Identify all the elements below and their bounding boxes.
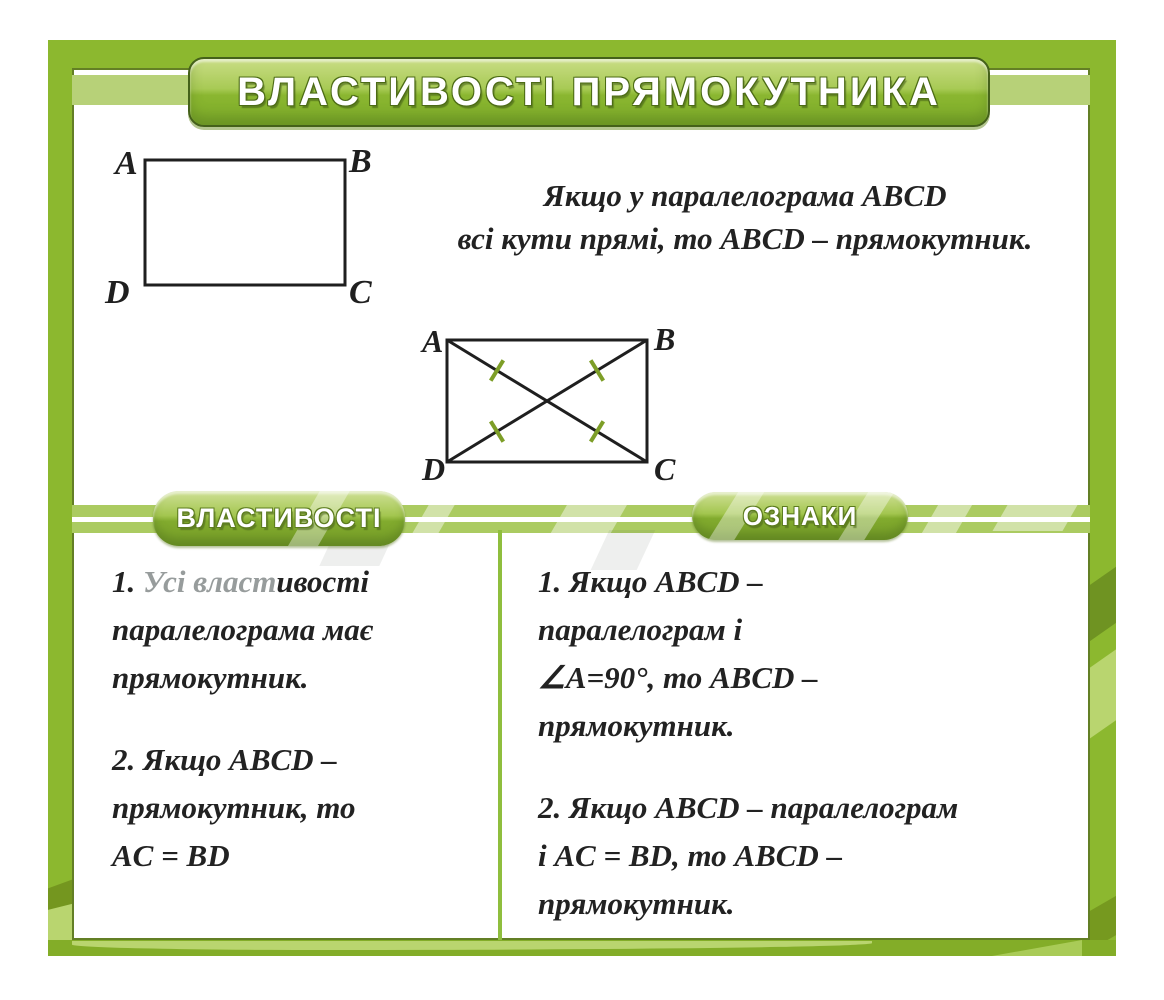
vertex-label-d: D [105, 274, 130, 308]
vertex-label-d: D [422, 451, 446, 487]
tick-mark [491, 360, 504, 380]
properties-item-1 [112, 558, 507, 702]
text-line: прямокутник. [112, 660, 309, 695]
title-banner [188, 57, 990, 127]
criteria-item-1 [538, 558, 1083, 750]
text-line: прямокутник, то [112, 790, 356, 825]
page-title: ВЛАСТИВОСТІ ПРЯМОКУТНИКА [237, 69, 941, 114]
section-header-criteria [692, 492, 908, 540]
text-line: 2. Якщо ABCD – [112, 742, 337, 777]
border-stripe [1090, 631, 1116, 747]
section-header-properties-label: ВЛАСТИВОСТІ [176, 503, 382, 533]
text-line: паралелограма має [112, 612, 373, 647]
criteria-item-2 [538, 784, 1083, 928]
text-line: і AC = BD, то ABCD – [538, 838, 843, 873]
vertex-label-a: A [422, 323, 444, 359]
tick-mark [591, 360, 604, 380]
tick-mark [591, 421, 604, 441]
vertex-label-a: A [115, 145, 138, 182]
text-line: 2. Якщо ABCD – паралелограм [538, 790, 959, 825]
vertex-label-b: B [349, 143, 372, 180]
intro-statement [415, 174, 1075, 260]
vertex-label-b: B [654, 321, 676, 357]
intro-line-1: Якщо у паралелограма ABCD [543, 178, 947, 213]
text-line: прямокутник. [538, 886, 735, 921]
text-line: ∠A=90°, то ABCD – [538, 660, 818, 695]
bottom-swoosh [72, 941, 872, 950]
vertex-label-c: C [349, 274, 372, 308]
text-line [112, 558, 507, 606]
border-stripe [1090, 546, 1116, 653]
watermark-tinted-text: Усі власт [143, 564, 277, 599]
text-line: паралелограм і [538, 612, 743, 647]
bottom-border-decoration [48, 940, 1116, 956]
intro-line-2: всі кути прямі, то ABCD – прямокутник. [457, 221, 1033, 256]
criteria-column [538, 558, 1083, 928]
text-line: 1. Якщо ABCD – [538, 564, 763, 599]
section-header-properties [153, 491, 405, 546]
properties-item-2 [112, 736, 507, 880]
rectangle-diagram [95, 138, 395, 308]
tick-mark [491, 421, 504, 441]
text-line: прямокутник. [538, 708, 735, 743]
item-number: 1. [112, 564, 143, 599]
rectangle-outline [145, 160, 345, 285]
vertex-label-c: C [654, 451, 676, 487]
text-fragment: ивості [276, 564, 370, 599]
section-header-criteria-label: ОЗНАКИ [742, 500, 858, 531]
left-border-decoration [48, 40, 72, 956]
properties-column [112, 558, 507, 880]
bottom-corner-triangle [992, 940, 1082, 956]
text-line: AC = BD [112, 838, 230, 873]
right-border-decoration [1090, 40, 1116, 956]
rectangle-diagonals-diagram [410, 312, 710, 487]
